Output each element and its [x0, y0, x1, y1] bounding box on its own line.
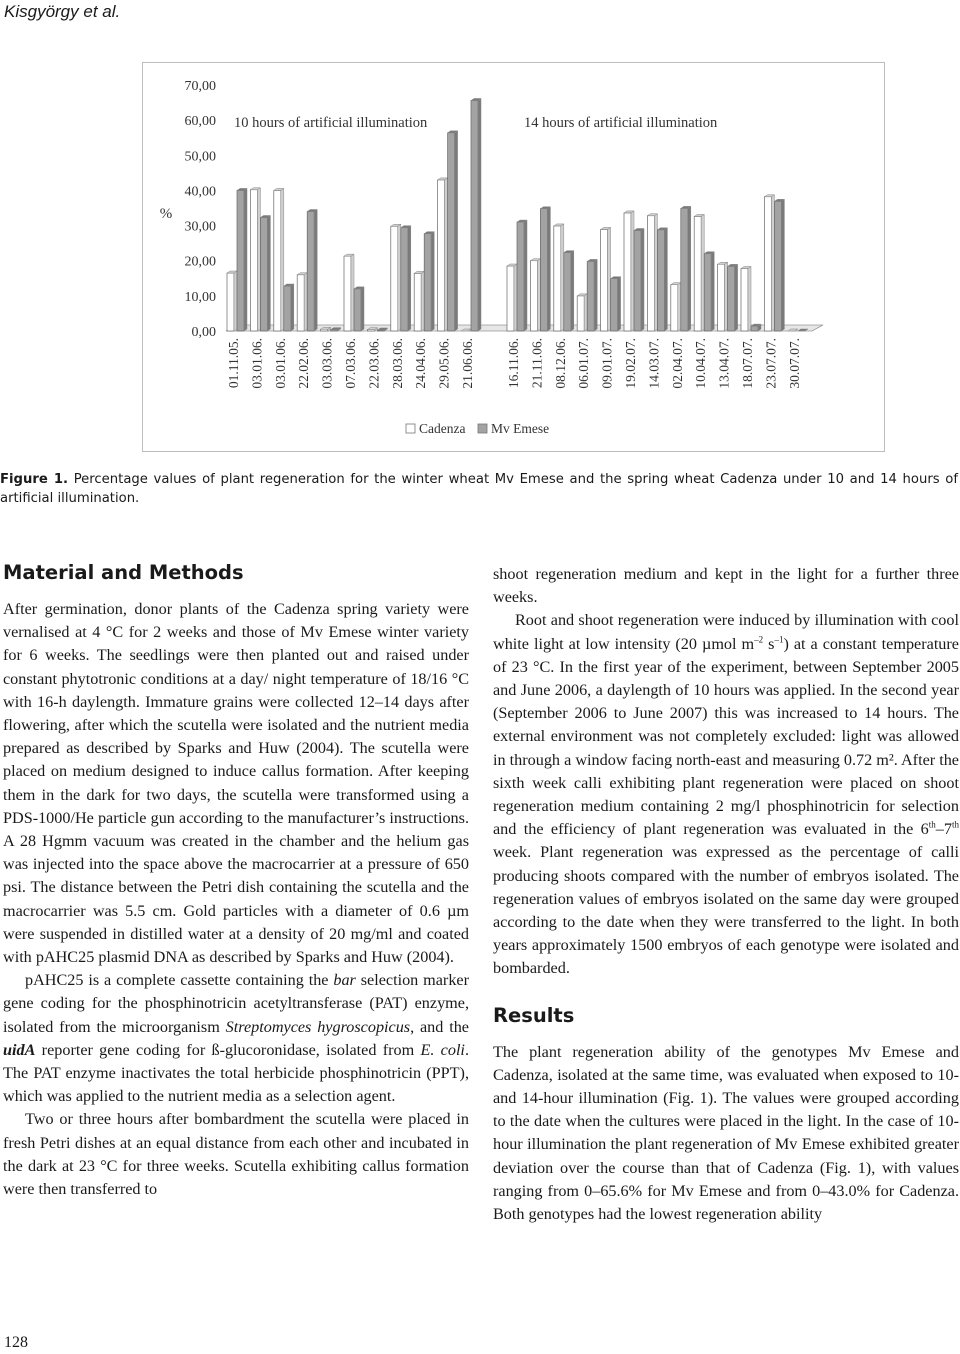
bar-cadenza	[694, 216, 701, 331]
bar-emese	[751, 326, 758, 331]
bar-emese-side	[571, 251, 574, 331]
bar-emese-side	[641, 228, 644, 331]
bar-emese-side	[455, 131, 458, 331]
bar-emese-side	[524, 220, 527, 331]
x-tick-label: 14.03.07.	[646, 338, 662, 389]
bar-cadenza	[321, 329, 328, 331]
x-tick-label: 16.11.06.	[506, 338, 521, 389]
running-head: Kisgyörgy et al.	[4, 2, 121, 21]
x-tick-label: 13.04.07.	[716, 338, 732, 389]
bar-emese	[634, 230, 641, 331]
p5-sup-1: –2	[754, 634, 764, 645]
right-column	[493, 563, 959, 1226]
results-paragraph-1: The plant regeneration ability of the genotypes Mv Emese and Cadenza, isolated at the same time, was evaluated when exposed to 10- and 14-hour illumination (Fig. 1). The values were grouped according to the date when the cultures were placed in the light. In the case of 10-hour illumination the plant regeneration of Mv Emese exhibited greater deviation over the course than that of Cadenza (Fig. 1), with values ranging from 0–65.6% for Mv Emese and from 0–43.0% for Cadenza. Both genotypes had the lowest regeneration ability	[493, 1042, 959, 1224]
bar-cadenza-side	[445, 178, 448, 331]
figure-label: Figure 1.	[0, 472, 69, 487]
bar-cadenza-side	[748, 266, 751, 331]
bar-cadenza	[297, 275, 304, 331]
bar-emese	[587, 261, 594, 331]
x-tick-label: 22.03.06.	[366, 338, 382, 389]
figure-caption-text: Percentage values of plant regeneration for the winter wheat Mv Emese and the spring wheat Cadenza under 10 and 14 hours of artificial illumination.	[0, 472, 958, 506]
p5-text-c: ) at a constant temperature of 23 °C. In the first year of the experiment, between September 2005 and June 2006, a daylength of 10 hours was applied. In the second year (September 2006 to June 2007) this was increased to 14 hours. The external environment was not completely excluded: light was allowed in through a window facing north-east and measuring 0.72 m². After the sixth week calli exhibiting plant regeneration were placed on shoot regeneration medium containing 2 mg/l phosphinotricin for selection and the efficiency of plant regeneration was evaluated in the 6	[493, 634, 959, 839]
legend-label-cadenza: Cadenza	[419, 421, 466, 436]
bar-cadenza-side	[234, 271, 237, 331]
bar-cadenza-side	[281, 188, 284, 331]
bar-cadenza-side	[421, 271, 424, 331]
bar-emese	[284, 286, 291, 331]
p5-text-e: week. Plant regeneration was expressed as the percentage of calli producing shoots compared with the number of embryos isolated. The regeneration values of embryos isolated on the same day were grouped according to the date when they were transferred to the light. In both years approximately 1500 embryos of each genotype were isolated and bombarded.	[493, 843, 959, 978]
x-tick-label: 08.12.06.	[552, 338, 568, 389]
bar-emese-side	[688, 206, 691, 331]
bar-cadenza	[391, 226, 398, 331]
bar-emese	[774, 201, 781, 331]
figure-caption	[0, 470, 958, 508]
methods-paragraph-4: shoot regeneration medium and kept in the light for a further three weeks.	[493, 565, 959, 607]
y-tick-label: 50,00	[184, 149, 216, 165]
x-tick-label: 21.06.06.	[460, 338, 475, 389]
x-tick-label: 29.05.06.	[436, 338, 452, 389]
bar-emese	[611, 279, 618, 331]
y-tick-label: 30,00	[184, 219, 216, 235]
x-tick-label: 22.02.06.	[296, 338, 312, 389]
bar-cadenza-side	[654, 214, 657, 331]
bar-emese	[471, 100, 478, 331]
bar-cadenza	[601, 229, 608, 331]
x-tick-label: 30.07.07.	[786, 338, 802, 389]
p5-sup-4: th	[951, 819, 959, 830]
bar-emese	[728, 266, 735, 331]
legend-swatch-cadenza	[406, 424, 415, 433]
bar-emese	[424, 234, 431, 331]
bar-emese-side	[781, 199, 784, 331]
bar-cadenza	[274, 190, 281, 331]
bar-emese-side	[711, 252, 714, 331]
y-tick-label: 0,00	[191, 325, 216, 340]
bar-emese	[260, 217, 267, 331]
x-tick-label: 02.04.07.	[669, 338, 685, 389]
bar-emese	[540, 209, 547, 331]
regeneration-bar-chart	[0, 0, 960, 470]
bar-cadenza-side	[584, 294, 587, 331]
bar-emese	[354, 289, 361, 331]
bar-cadenza	[671, 285, 678, 331]
x-tick-label: 19.02.07.	[623, 338, 638, 389]
bar-emese	[564, 253, 571, 331]
x-tick-label: 18.07.07.	[740, 338, 755, 389]
left-column	[3, 560, 469, 1201]
bar-cadenza	[624, 213, 631, 331]
x-tick-label: 28.03.06.	[389, 338, 405, 389]
bar-cadenza-side	[608, 227, 611, 331]
bar-cadenza-side	[725, 262, 728, 331]
section-heading-results: Results	[493, 1003, 575, 1027]
p5-text-a: Root and shoot regeneration were induced by illumination with cool white light at low intensity (20 µmol m	[493, 611, 959, 653]
y-tick-label: 40,00	[184, 184, 216, 200]
bar-cadenza-side	[678, 283, 681, 331]
p2-text-e: . The PAT enzyme inactivates the total herbicide phosphinotricin (PPT), which was applied to the nutrient media as a selection agent.	[3, 1040, 469, 1106]
bar-emese-side	[431, 232, 434, 331]
bar-cadenza	[764, 197, 771, 331]
bar-emese-side	[291, 284, 294, 331]
bar-cadenza	[227, 273, 234, 331]
x-tick-label: 03.03.06.	[319, 338, 335, 389]
bar-cadenza	[414, 273, 421, 331]
p5-sup-2: –1	[774, 634, 784, 645]
x-tick-label: 07.03.06.	[343, 338, 358, 389]
bar-emese	[517, 222, 524, 331]
x-tick-label: 06.01.07.	[576, 338, 592, 389]
y-tick-label: 20,00	[184, 254, 216, 270]
y-tick-label: 70,00	[184, 79, 216, 94]
section-heading-methods: Material and Methods	[3, 561, 244, 584]
x-tick-label: 23.07.07.	[763, 338, 779, 389]
bar-emese-side	[361, 287, 364, 331]
bar-cadenza	[554, 226, 561, 331]
bar-emese-side	[244, 188, 247, 331]
y-tick-label: 10,00	[184, 289, 216, 305]
bar-cadenza	[718, 264, 725, 331]
bar-emese-side	[408, 226, 411, 331]
bar-emese-side	[594, 259, 597, 331]
x-tick-label: 03.01.06.	[272, 338, 288, 389]
bar-emese	[704, 254, 711, 331]
p2-gene-uida	[3, 1041, 35, 1059]
methods-paragraph-5	[493, 609, 959, 980]
bar-emese-side	[735, 264, 738, 331]
bar-emese	[401, 228, 408, 331]
bar-emese	[681, 208, 688, 331]
bar-emese-side	[267, 215, 270, 331]
p2-text-b: selection marker gene coding for the phosphinotricin acetyltransferase (PAT) enzyme, isolated from the microorganism	[3, 971, 469, 1036]
bar-emese	[237, 190, 244, 331]
legend-swatch-emese	[478, 424, 487, 433]
legend-label-emese: Mv Emese	[491, 421, 550, 436]
p5-text-b: s	[763, 634, 775, 653]
p2-ecoli: E. coli	[420, 1040, 465, 1059]
p2-text-d: reporter gene coding for ß-glucoronidase, isolated from	[35, 1040, 421, 1059]
bar-cadenza	[344, 256, 351, 331]
bar-cadenza	[507, 266, 514, 331]
x-tick-label: 21.11.06.	[529, 338, 545, 389]
p2-gene-bar: bar	[333, 971, 356, 990]
p5-text-d: –7	[935, 820, 952, 839]
x-tick-label: 09.01.07.	[599, 338, 615, 389]
bar-cadenza	[577, 296, 584, 331]
methods-paragraph-2	[3, 969, 469, 1108]
bar-cadenza-side	[631, 211, 634, 331]
bar-emese-side	[478, 98, 481, 331]
p2-text-a: pAHC25 is a complete cassette containing the	[25, 971, 334, 990]
annotation-14h: 14 hours of artificial illumination	[524, 115, 718, 131]
p2-gene-uida-text: uidA	[3, 1040, 36, 1059]
bar-emese-side	[618, 277, 621, 331]
bar-emese-side	[664, 228, 667, 331]
bar-cadenza-side	[771, 195, 774, 331]
bar-cadenza	[647, 216, 654, 331]
y-tick-label: 60,00	[184, 114, 216, 130]
bar-cadenza	[530, 261, 537, 331]
bar-cadenza-side	[398, 224, 401, 331]
bar-cadenza	[438, 180, 445, 331]
bar-emese-side	[547, 207, 550, 331]
x-tick-label: 01.11.05.	[226, 338, 241, 389]
p5-sup-3: th	[928, 819, 936, 830]
bar-cadenza-side	[257, 188, 260, 331]
bar-cadenza-side	[537, 259, 540, 331]
bar-emese	[657, 230, 664, 331]
x-tick-label: 24.04.06.	[413, 338, 429, 389]
methods-paragraph-1: After germination, donor plants of the Cadenza spring variety were vernalised at 4 °C for 2 weeks and those of Mv Emese winter variety for 6 weeks. The seedlings were then planted out and raised under constant phytotronic conditions at a day/ night temperature of 18/16 °C with 16-h daylength. Immature grains were collected 12–14 days after flowering, after which the scutella were isolated and the nutrient media prepared as described by Sparks and Huw (2004). The scutella were placed on medium designed to induce callus formation. After keeping them in the dark for two days, the scutella were transformed using a PDS-1000/He particle gun according to the manufacturer’s instructions. A 28 Hgmm vacuum was created in the chamber and the helium gas was injected into the space above the macrocarrier at a pressure of 650 psi. The distance between the Petri dish containing the scutella and the macrocarrier was 5.5 cm. Gold particles with a diameter of 0.6 µm were suspended in distilled water at a density of 20 mg/ml and coated with pAHC25 plasmid DNA as described by Sparks and Huw (2004).	[3, 600, 469, 967]
bar-cadenza	[741, 268, 748, 331]
bar-emese-side	[314, 210, 317, 331]
bar-cadenza-side	[304, 273, 307, 331]
bar-cadenza-side	[514, 264, 517, 331]
bar-cadenza-side	[351, 254, 354, 331]
bar-emese	[307, 212, 314, 331]
bar-cadenza-side	[561, 224, 564, 331]
p2-text-c: , and the	[410, 1017, 469, 1036]
page-number: 128	[4, 1334, 28, 1351]
x-tick-label: 10.04.07.	[693, 338, 709, 389]
bar-cadenza-side	[701, 214, 704, 331]
annotation-10h: 10 hours of artificial illumination	[234, 115, 428, 131]
y-axis-label: %	[159, 206, 173, 222]
methods-paragraph-3: Two or three hours after bombardment the scutella were placed in fresh Petri dishes at an equal distance from each other and incubated in the dark at 23 °C for three weeks. Scutella exhibiting callus formation were then transferred to	[3, 1110, 469, 1199]
bar-emese	[448, 133, 455, 331]
bar-cadenza	[250, 190, 257, 331]
p2-organism: Streptomyces hygroscopicus	[225, 1017, 411, 1036]
x-tick-label: 03.01.06.	[249, 338, 265, 389]
